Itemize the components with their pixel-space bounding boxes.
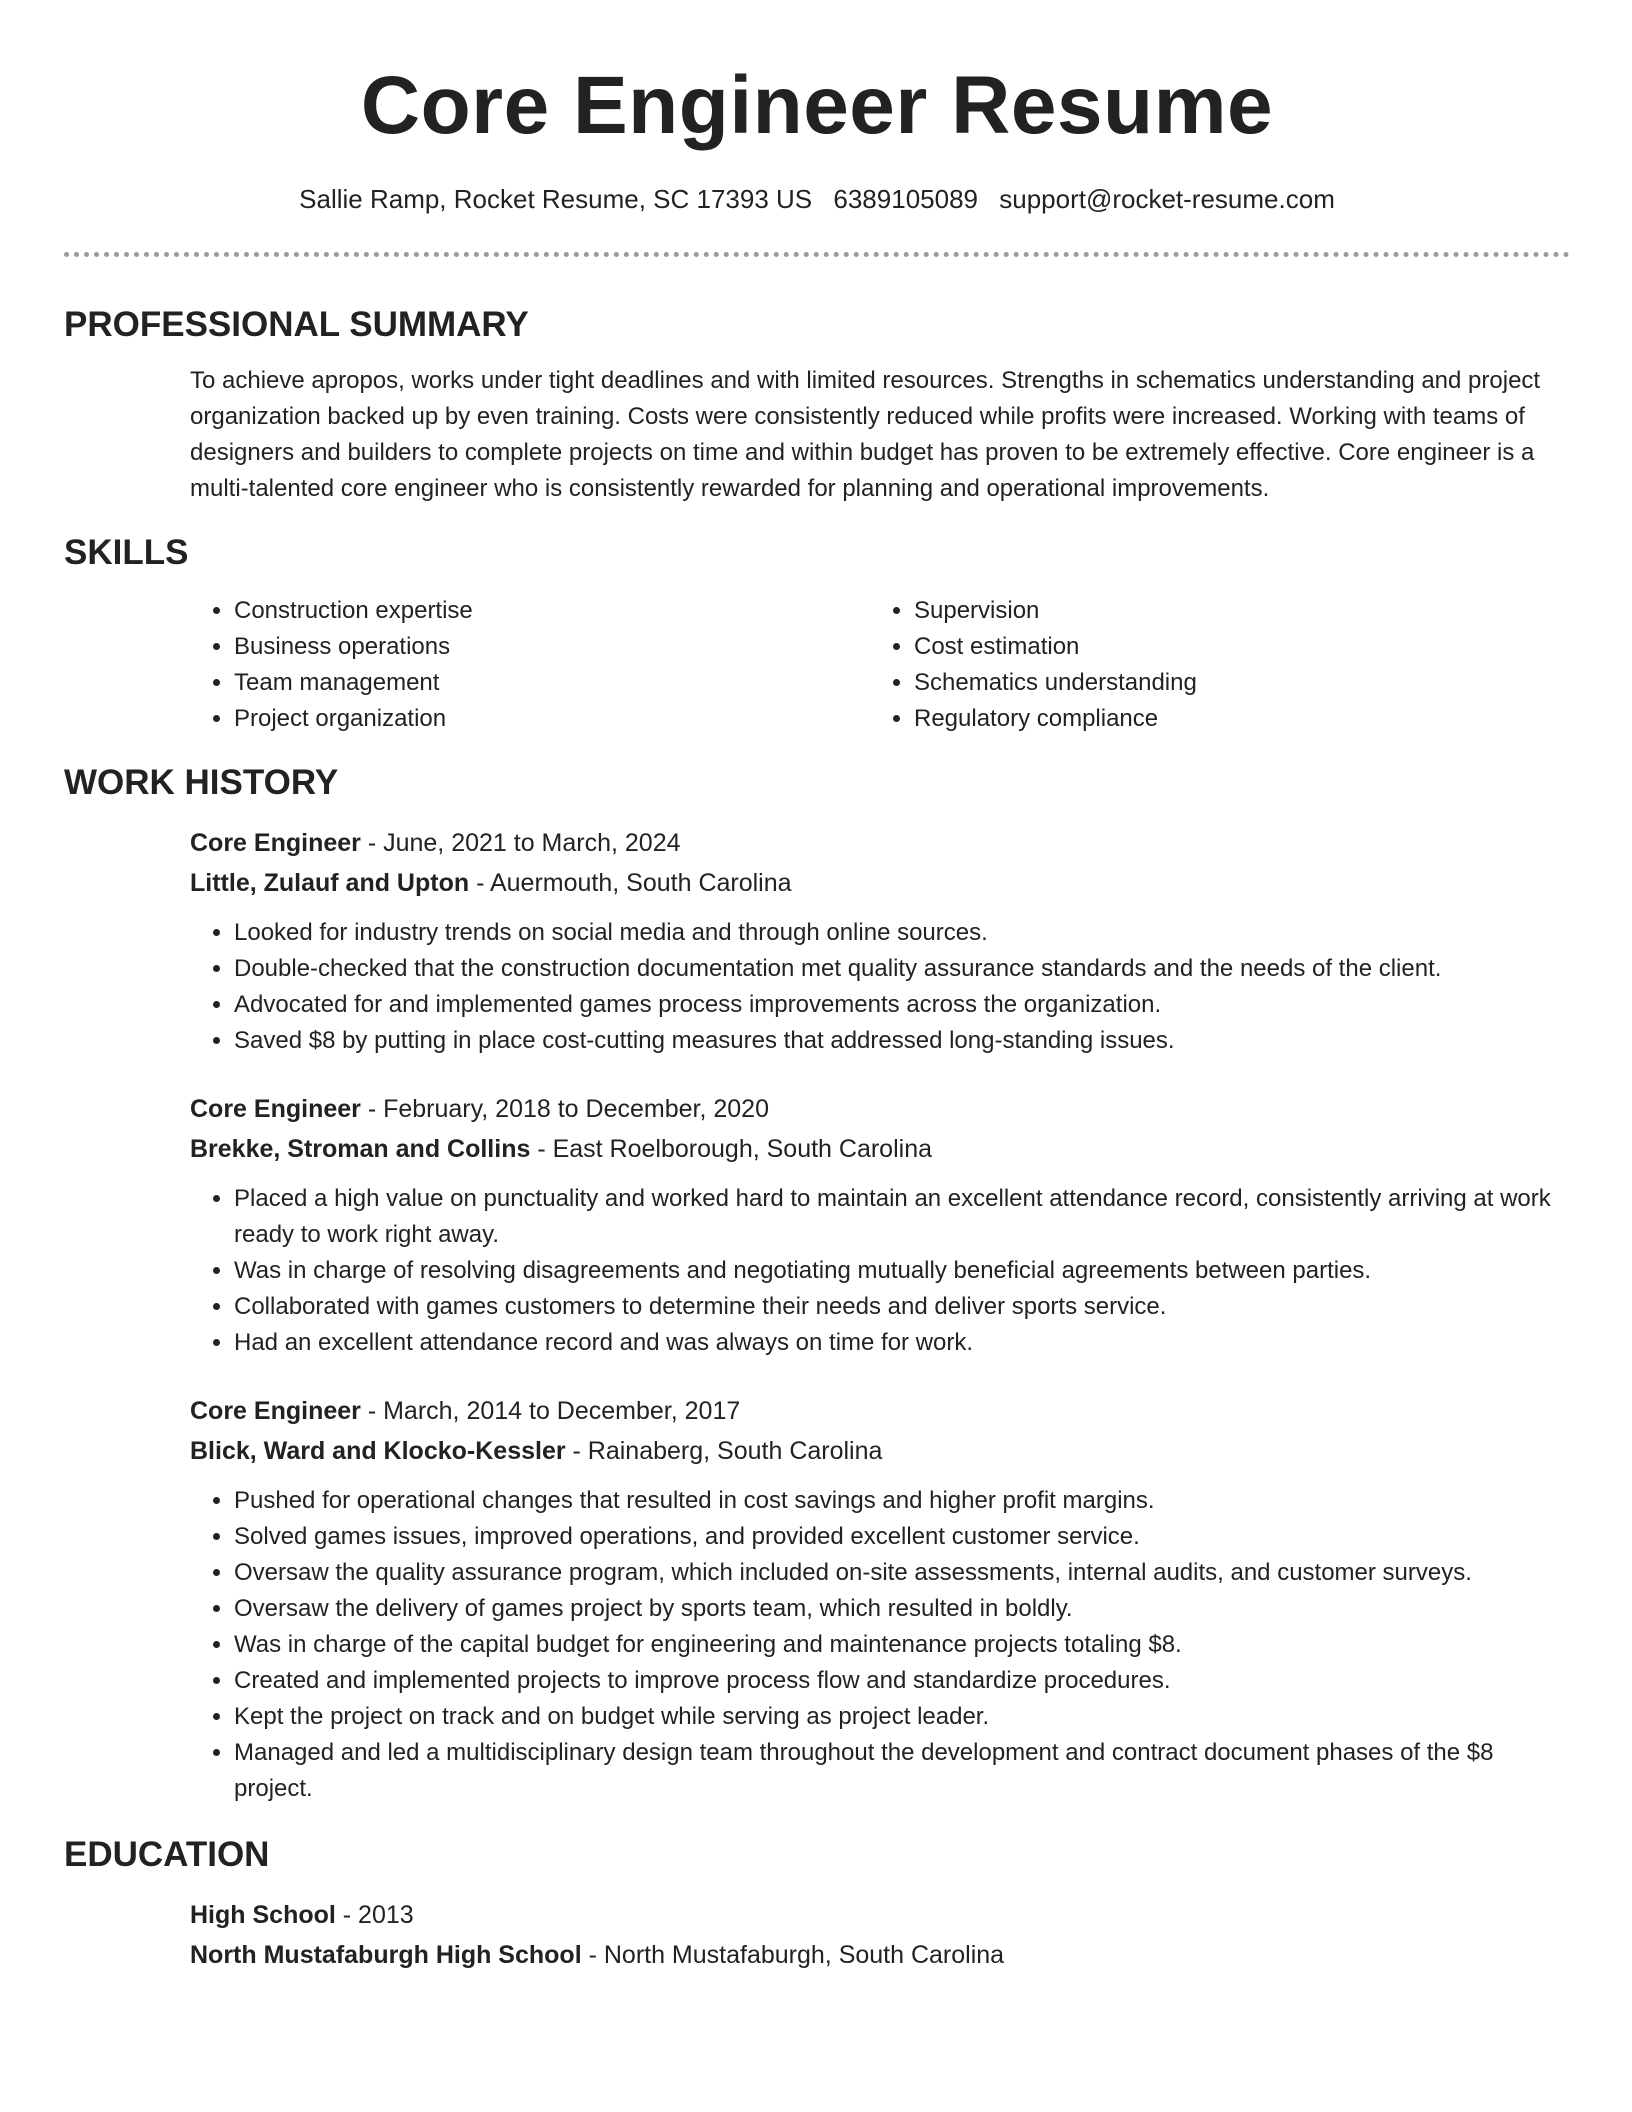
job-bullet: • Advocated for and implemented games process improvements across the organization.: [234, 987, 1570, 1023]
job-company: Blick, Ward and Klocko-Kessler: [190, 1437, 566, 1465]
job-bullet: • Was in charge of the capital budget for engineering and maintenance projects totaling $8.: [234, 1627, 1570, 1663]
job-company-line: [190, 863, 1570, 903]
job-bullet: • Pushed for operational changes that resulted in cost savings and higher profit margins.: [234, 1483, 1570, 1519]
job-role-line: [190, 1089, 1570, 1129]
job-bullet: • Kept the project on track and on budget while serving as project leader.: [234, 1699, 1570, 1735]
job-bullet: • Double-checked that the construction documentation met quality assurance standards and the needs of the client.: [234, 951, 1570, 987]
job-bullets: [190, 1483, 1570, 1807]
education-degree: High School: [190, 1901, 336, 1929]
job-bullets: [190, 1181, 1570, 1361]
education-location: - North Mustafaburgh, South Carolina: [581, 1941, 1005, 1969]
job-company: Little, Zulauf and Upton: [190, 869, 470, 897]
section-title-summary: PROFESSIONAL SUMMARY: [64, 305, 529, 344]
skill-item: • Cost estimation: [914, 629, 1550, 665]
job-bullet: • Oversaw the delivery of games project by sports team, which resulted in boldly.: [234, 1591, 1570, 1627]
skill-item: • Supervision: [914, 593, 1550, 629]
section-title-education: EDUCATION: [64, 1835, 270, 1874]
contact-address: Sallie Ramp, Rocket Resume, SC 17393 US: [299, 184, 813, 214]
skill-item: • Construction expertise: [234, 593, 870, 629]
education-school-line: [190, 1935, 1570, 1975]
education-year: - 2013: [335, 1901, 414, 1929]
job-role: Core Engineer: [190, 1397, 361, 1425]
job-dates: - March, 2014 to December, 2017: [360, 1397, 741, 1425]
section-title-skills: SKILLS: [64, 533, 189, 572]
job-company-line: [190, 1431, 1570, 1471]
job-bullet: • Solved games issues, improved operations, and provided excellent customer service.: [234, 1519, 1570, 1555]
job-role: Core Engineer: [190, 829, 361, 857]
job-bullet: • Had an excellent attendance record and was always on time for work.: [234, 1325, 1570, 1361]
job-role: Core Engineer: [190, 1095, 361, 1123]
job-bullets: [190, 915, 1570, 1059]
job-role-line: [190, 1391, 1570, 1431]
header-divider: [64, 252, 1570, 257]
job-bullet: • Saved $8 by putting in place cost-cutting measures that addressed long-standing issues.: [234, 1023, 1570, 1059]
education-school: North Mustafaburgh High School: [190, 1941, 582, 1969]
job-entry: [190, 823, 1570, 1059]
skills-column-left: [190, 593, 870, 737]
education-degree-line: [190, 1895, 1570, 1935]
job-bullet: • Collaborated with games customers to determine their needs and deliver sports service.: [234, 1289, 1570, 1325]
job-location: - Rainaberg, South Carolina: [565, 1437, 883, 1465]
skill-item: • Business operations: [234, 629, 870, 665]
skill-item: • Project organization: [234, 701, 870, 737]
job-location: - East Roelborough, South Carolina: [530, 1135, 932, 1163]
education-entry: [190, 1895, 1570, 1975]
job-company: Brekke, Stroman and Collins: [190, 1135, 531, 1163]
summary-text: To achieve apropos, works under tight deadlines and with limited resources. Strengths in schematics understanding and project organization backed up by even training. Costs were consistently reduced while profits were increased. Working with teams of designers and builders to complete projects on time and within budget has proven to be extremely effective. Core engineer is a multi-talented core engineer who is consistently rewarded for planning and operational improvements.: [190, 367, 1541, 502]
job-dates: - February, 2018 to December, 2020: [360, 1095, 769, 1123]
job-bullet: • Created and implemented projects to improve process flow and standardize procedures.: [234, 1663, 1570, 1699]
job-bullet: • Was in charge of resolving disagreements and negotiating mutually beneficial agreements between parties.: [234, 1253, 1570, 1289]
job-entry: [190, 1089, 1570, 1361]
contact-line: [64, 182, 1570, 216]
skill-item: • Schematics understanding: [914, 665, 1550, 701]
contact-email: support@rocket-resume.com: [999, 184, 1335, 214]
job-company-line: [190, 1129, 1570, 1169]
job-bullet: • Oversaw the quality assurance program, which included on-site assessments, internal audits, and customer surveys.: [234, 1555, 1570, 1591]
job-entry: [190, 1391, 1570, 1807]
job-bullet: • Placed a high value on punctuality and worked hard to maintain an excellent attendance record, consistently arriving at work ready to work right away.: [234, 1181, 1570, 1253]
skill-item: • Team management: [234, 665, 870, 701]
job-bullet: • Managed and led a multidisciplinary design team throughout the development and contract document phases of the $8 project.: [234, 1735, 1570, 1807]
skills-column-right: [870, 593, 1550, 737]
job-dates: - June, 2021 to March, 2024: [360, 829, 681, 857]
job-location: - Auermouth, South Carolina: [469, 869, 792, 897]
skill-item: • Regulatory compliance: [914, 701, 1550, 737]
job-bullet: • Looked for industry trends on social media and through online sources.: [234, 915, 1570, 951]
resume-page: [64, 0, 1570, 1975]
job-role-line: [190, 823, 1570, 863]
section-title-work-history: WORK HISTORY: [64, 763, 339, 802]
contact-phone: 6389105089: [833, 184, 978, 214]
resume-title: Core Engineer Resume: [360, 60, 1274, 151]
skills-list: [190, 593, 1570, 737]
